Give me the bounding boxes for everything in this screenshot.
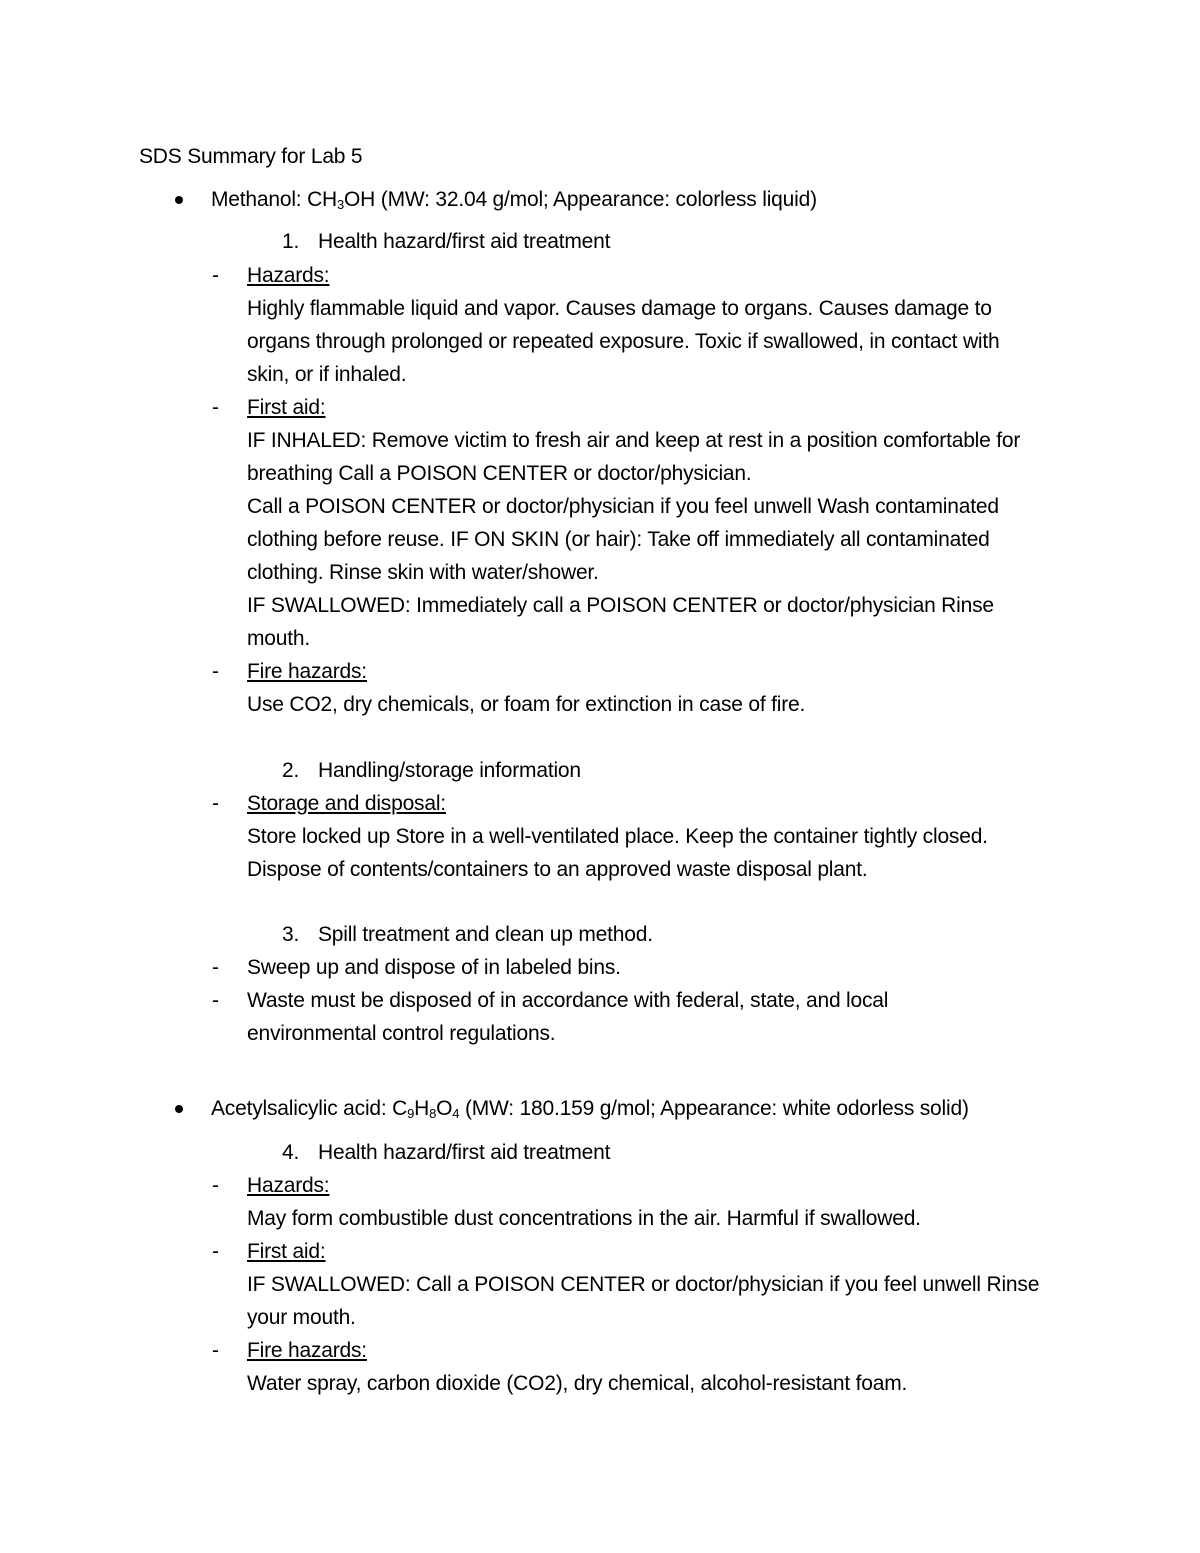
fire-hazards-text-line: Use CO2, dry chemicals, or foam for extinction in case of fire. [247,693,806,716]
aspirin-heading [211,1096,969,1122]
first-aid-text-line: clothing. Rinse skin with water/shower. [247,561,599,584]
hazards-text-line: skin, or if inhaled. [247,363,407,386]
dash-marker: - [212,792,219,815]
first-aid-text-line: Call a POISON CENTER or doctor/physician if you feel unwell Wash contaminated [247,495,999,518]
first-aid-text-line: breathing Call a POISON CENTER or doctor/physician. [247,462,752,485]
dash-marker: - [212,264,219,287]
spill-item-continued: environmental control regulations. [247,1022,556,1045]
bullet-icon [175,1105,183,1113]
fire-hazards-text-line: Water spray, carbon dioxide (CO2), dry chemical, alcohol-resistant foam. [247,1372,908,1395]
dash-marker: - [212,1339,219,1362]
hazards-text-line: May form combustible dust concentrations in the air. Harmful if swallowed. [247,1207,921,1230]
first-aid-label: First aid: [247,396,326,419]
aspirin-name: Acetylsalicylic acid: [211,1097,393,1120]
aspirin-formula: $C_9H_8O_4$ [392,1097,460,1121]
dash-marker: - [212,660,219,683]
dash-marker: - [212,989,219,1012]
section-heading: Health hazard/first aid treatment [318,230,611,253]
methanol-properties: (MW: 32.04 g/mol; Appearance: colorless liquid) [375,188,817,211]
first-aid-text-line: mouth. [247,627,310,650]
section-heading: Handling/storage information [318,759,581,782]
hazards-label: Hazards: [247,264,330,287]
methanol-heading [211,187,817,213]
storage-text-line: Dispose of contents/containers to an approved waste disposal plant. [247,858,868,881]
spill-item: Waste must be disposed of in accordance with federal, state, and local [247,989,889,1012]
fire-hazards-label: Fire hazards: [247,660,367,683]
fire-hazards-label: Fire hazards: [247,1339,367,1362]
methanol-formula: $CH_3OH$ [307,188,376,212]
section-heading: Spill treatment and clean up method. [318,923,653,946]
first-aid-text-line: IF INHALED: Remove victim to fresh air and keep at rest in a position comfortable for [247,429,1021,452]
document-title: SDS Summary for Lab 5 [139,145,363,168]
dash-marker: - [212,956,219,979]
spill-item: Sweep up and dispose of in labeled bins. [247,956,621,979]
first-aid-text-line: IF SWALLOWED: Immediately call a POISON CENTER or doctor/physician Rinse [247,594,994,617]
aspirin-properties: (MW: 180.159 g/mol; Appearance: white odorless solid) [459,1097,969,1120]
section-number: 4. [282,1141,300,1164]
first-aid-text-line: your mouth. [247,1306,356,1329]
hazards-label: Hazards: [247,1174,330,1197]
hazards-text-line: Highly flammable liquid and vapor. Causes damage to organs. Causes damage to [247,297,992,320]
section-heading: Health hazard/first aid treatment [318,1141,611,1164]
section-number: 1. [282,230,300,253]
dash-marker: - [212,1240,219,1263]
first-aid-text-line: IF SWALLOWED: Call a POISON CENTER or doctor/physician if you feel unwell Rinse [247,1273,1040,1296]
dash-marker: - [212,396,219,419]
first-aid-text-line: clothing before reuse. IF ON SKIN (or hair): Take off immediately all contaminated [247,528,990,551]
methanol-name: Methanol: [211,188,308,211]
first-aid-label: First aid: [247,1240,326,1263]
section-number: 3. [282,923,300,946]
hazards-text-line: organs through prolonged or repeated exposure. Toxic if swallowed, in contact with [247,330,1000,353]
bullet-icon [175,196,183,204]
dash-marker: - [212,1174,219,1197]
storage-label: Storage and disposal: [247,792,446,815]
storage-text-line: Store locked up Store in a well-ventilated place. Keep the container tightly closed. [247,825,988,848]
section-number: 2. [282,759,300,782]
